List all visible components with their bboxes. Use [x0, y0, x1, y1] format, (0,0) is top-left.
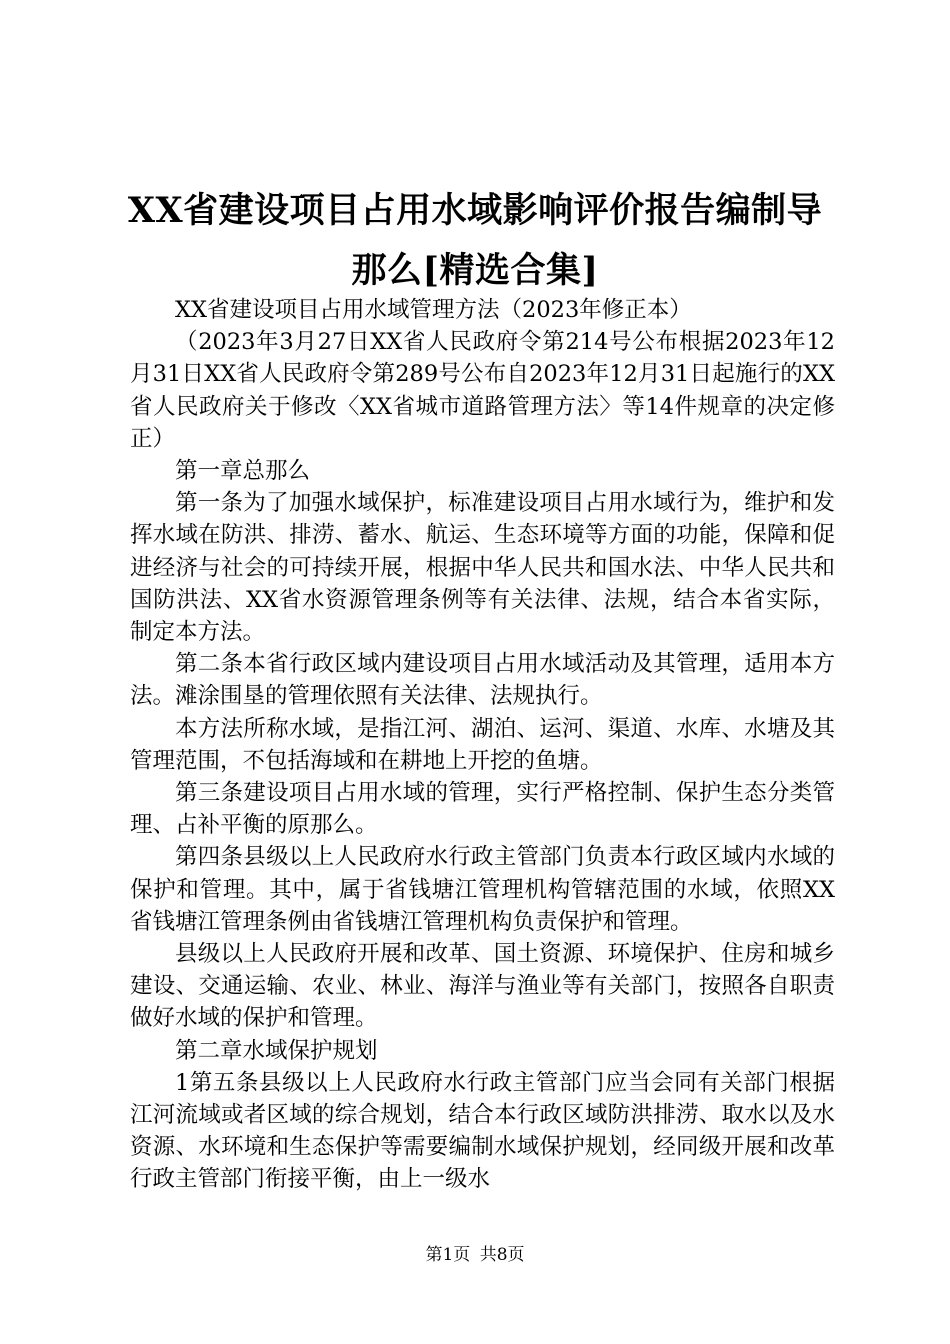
- paragraph-subtitle: XX省建设项目占用水域管理方法（2023年修正本）: [175, 297, 692, 323]
- document-body: [130, 294, 835, 1196]
- page-number-footer: 第1页 共8页: [425, 1245, 525, 1265]
- article-3: 第三条建设项目占用水域的管理，实行严格控制、保护生态分类管理、占补平衡的原那么。: [130, 780, 835, 839]
- article-5: 1第五条县级以上人民政府水行政主管部门应当会同有关部门根据江河流域或者区域的综合规划，结合本行政区域防洪排涝、取水以及水资源、水环境和生态保护等需要编制水域保护规划，经同级开展和改革行政主管部门衔接平衡，由上一级水: [130, 1069, 835, 1193]
- chapter-heading-2: 第二章水域保护规划: [175, 1037, 378, 1064]
- document-title-line-2: 那么[精选合集]: [351, 250, 599, 291]
- article-2: 第二条本省行政区域内建设项目占用水域活动及其管理，适用本方法。滩涂围垦的管理依照有关法律、法规执行。: [130, 651, 835, 710]
- article-2-definition: 本方法所称水域，是指江河、湖泊、运河、渠道、水库、水塘及其管理范围，不包括海域和在耕地上开挖的鱼塘。: [130, 715, 835, 774]
- article-4: 第四条县级以上人民政府水行政主管部门负责本行政区域内水域的保护和管理。其中，属于省钱塘江管理机构管辖范围的水域，依照XX省钱塘江管理条例由省钱塘江管理机构负责保护和管理。: [130, 844, 835, 935]
- chapter-heading-1: 第一章总那么: [175, 458, 311, 485]
- article-4-departments: 县级以上人民政府开展和改革、国土资源、环境保护、住房和城乡建设、交通运输、农业、林业、海洋与渔业等有关部门，按照各自职责做好水域的保护和管理。: [130, 941, 835, 1032]
- paragraph-revision-note: （2023年3月27日XX省人民政府令第214号公布根据2023年12月31日XX省人民政府令第289号公布自2023年12月31日起施行的XX省人民政府关于修改〈XX省城市道路管理方法〉等14件规章的决定修正）: [130, 329, 835, 452]
- article-1: 第一条为了加强水域保护，标准建设项目占用水域行为，维护和发挥水域在防洪、排涝、蓄水、航运、生态环境等方面的功能，保障和促进经济与社会的可持续开展，根据中华人民共和国水法、中华人民共和国防洪法、XX省水资源管理条例等有关法律、法规，结合本省实际，制定本方法。: [130, 490, 835, 646]
- document-title-line-1: XX省建设项目占用水域影响评价报告编制导: [127, 190, 823, 231]
